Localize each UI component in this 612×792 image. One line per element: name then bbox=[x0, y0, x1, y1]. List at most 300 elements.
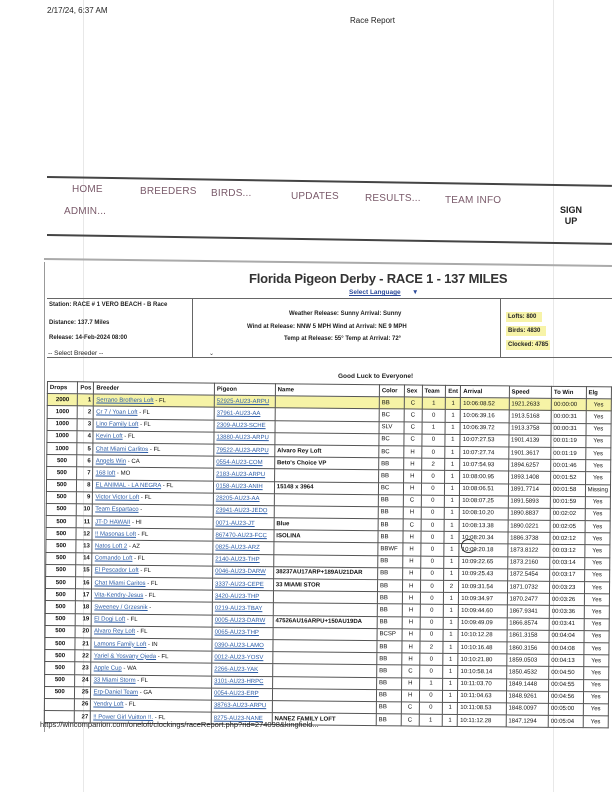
pigeon-cell bbox=[213, 566, 274, 579]
pigeon-link[interactable]: 0065-AU23-THP bbox=[214, 629, 259, 637]
nav-updates[interactable]: UPDATES bbox=[291, 191, 339, 202]
name-cell bbox=[272, 701, 376, 714]
team-cell: 1 bbox=[419, 714, 443, 726]
breeder-link[interactable]: Alvaro Rey Loft bbox=[94, 628, 136, 636]
speed-cell: 1867.9341 bbox=[507, 605, 550, 618]
sex-cell: H bbox=[401, 690, 419, 702]
to-win-cell: 00:03:17 bbox=[550, 569, 585, 582]
nav-home[interactable]: HOME bbox=[72, 184, 103, 195]
breeder-link[interactable]: Yendry Loft bbox=[93, 701, 124, 709]
speed-cell: 1871.0732 bbox=[507, 581, 550, 594]
arrival-cell: 10:09:22.65 bbox=[459, 556, 507, 569]
drops-cell: 500 bbox=[46, 528, 77, 540]
name-cell: 38237AU17ARP+189AU21DAR bbox=[273, 566, 377, 579]
breeder-link[interactable]: Sweeney / Grzesnik bbox=[94, 604, 148, 611]
breeder-cell bbox=[93, 504, 214, 517]
info-divider bbox=[500, 298, 501, 358]
team-cell: 0 bbox=[421, 519, 445, 531]
col-pos[interactable]: Pos bbox=[78, 382, 94, 394]
pigeon-link[interactable]: 28205-AU23-AA bbox=[215, 495, 260, 503]
pigeon-link[interactable]: 867470-AU23-FCC bbox=[215, 532, 267, 539]
sex-cell: H bbox=[403, 470, 421, 482]
arrival-cell: 10:06:39.72 bbox=[460, 422, 508, 435]
col-breeder[interactable]: Breeder bbox=[94, 382, 215, 395]
breeder-link[interactable]: Team Espartaco bbox=[95, 506, 139, 514]
pigeon-cell bbox=[212, 627, 273, 640]
wind-info: Wind at Release: NNW 5 MPH Wind at Arrival: NE 9 MPH bbox=[247, 324, 407, 330]
elg-cell: Yes bbox=[584, 569, 610, 581]
team-cell: 0 bbox=[420, 629, 444, 641]
pigeon-link[interactable]: 52925-AU23-ARPU bbox=[216, 398, 270, 405]
breeder-state: - FL bbox=[125, 616, 138, 624]
color-cell: BB bbox=[379, 458, 404, 470]
sex-cell: C bbox=[401, 665, 419, 677]
team-cell: 0 bbox=[421, 507, 445, 519]
drops-cell: 2000 bbox=[47, 394, 78, 406]
breeder-link[interactable]: Natos Loft 2 bbox=[94, 543, 128, 550]
col-drops[interactable]: Drops bbox=[47, 382, 78, 394]
pigeon-link[interactable]: 3420-AU23-THP bbox=[214, 593, 260, 600]
to-win-cell: 00:03:26 bbox=[549, 594, 584, 607]
drops-cell: 500 bbox=[46, 479, 77, 491]
pigeon-cell bbox=[214, 407, 275, 420]
pigeon-link[interactable]: 0390-AU23-LAMO bbox=[214, 642, 264, 649]
ent-cell: 1 bbox=[445, 507, 460, 519]
pigeon-cell bbox=[214, 395, 275, 408]
pigeon-cell bbox=[213, 554, 274, 567]
team-cell: 1 bbox=[422, 422, 446, 434]
drops-cell: 1000 bbox=[47, 418, 78, 430]
arrival-cell: 10:08:10.20 bbox=[460, 507, 508, 520]
sex-cell: C bbox=[401, 702, 419, 714]
breeder-link[interactable]: Cr 7 / Yoan Loft bbox=[96, 409, 138, 416]
pos-cell: 10 bbox=[77, 504, 93, 516]
pigeon-cell bbox=[213, 493, 274, 506]
color-cell: BB bbox=[377, 616, 402, 628]
pigeon-link[interactable]: 0071-AU23-JT bbox=[215, 520, 255, 527]
elg-cell: Missing bbox=[585, 484, 611, 496]
breeder-link[interactable]: Erp-Daniel Team bbox=[93, 689, 139, 697]
nav-admin[interactable]: ADMIN... bbox=[64, 206, 107, 217]
col-sex[interactable]: Sex bbox=[404, 385, 422, 397]
to-win-cell: 00:04:08 bbox=[549, 642, 584, 655]
elg-cell: Yes bbox=[585, 521, 611, 533]
pigeon-link[interactable]: 23941-AU23-JEDO bbox=[215, 508, 268, 515]
to-win-cell: 00:02:12 bbox=[550, 533, 585, 546]
main-nav bbox=[47, 176, 612, 244]
sex-cell: C bbox=[403, 495, 421, 507]
pos-cell: 13 bbox=[76, 540, 92, 552]
name-cell bbox=[273, 627, 377, 640]
breeder-link[interactable]: Comando Loft bbox=[94, 555, 133, 563]
nav-team-info[interactable]: TEAM INFO bbox=[445, 195, 502, 206]
ent-cell: 1 bbox=[443, 678, 458, 690]
breeder-state: - FL bbox=[156, 653, 169, 660]
name-cell bbox=[274, 493, 378, 506]
name-cell bbox=[274, 506, 378, 519]
color-cell: BC bbox=[378, 482, 403, 494]
team-cell: 0 bbox=[421, 531, 445, 543]
pos-cell: 23 bbox=[75, 662, 91, 674]
elg-cell: Yes bbox=[585, 533, 611, 545]
language-dropdown-icon[interactable]: ▼ bbox=[412, 289, 419, 296]
pigeon-link[interactable]: 0054-AU23-ERP bbox=[213, 690, 259, 698]
speed-cell: 1850.4532 bbox=[506, 666, 549, 679]
elg-cell: Yes bbox=[586, 411, 612, 423]
pigeon-link[interactable]: 2266-AU23-YAK bbox=[214, 666, 259, 673]
pos-cell: 18 bbox=[76, 601, 92, 613]
speed-cell: 1872.5454 bbox=[507, 569, 550, 582]
breeder-cell bbox=[91, 662, 212, 675]
color-cell: BB bbox=[376, 702, 401, 714]
pos-cell: 12 bbox=[76, 528, 92, 540]
arrival-cell: 10:08:07.25 bbox=[460, 495, 508, 508]
pigeon-cell bbox=[214, 420, 275, 433]
breeder-cell bbox=[92, 589, 213, 602]
pigeon-cell bbox=[212, 578, 273, 591]
team-cell: 0 bbox=[420, 568, 444, 580]
breeder-state: - FL bbox=[153, 714, 166, 721]
breeder-link[interactable]: Chat Miami Caritos bbox=[94, 580, 146, 587]
pos-cell: 25 bbox=[75, 686, 91, 698]
to-win-cell: 00:02:05 bbox=[550, 520, 585, 533]
breeder-cell bbox=[94, 394, 215, 407]
pos-cell: 27 bbox=[75, 711, 91, 723]
breeder-state: - IN bbox=[146, 641, 158, 648]
col-speed[interactable]: Speed bbox=[509, 386, 552, 399]
elg-cell: Yes bbox=[583, 679, 609, 691]
color-cell: BB bbox=[377, 604, 402, 616]
pigeon-cell bbox=[212, 602, 273, 615]
breeder-link[interactable]: Serrano Brothers Loft bbox=[96, 397, 154, 404]
to-win-cell: 00:04:56 bbox=[548, 691, 583, 704]
col-pigeon[interactable]: Pigeon bbox=[214, 383, 275, 396]
breeder-link[interactable]: El Pescador Loft bbox=[94, 567, 139, 575]
arrival-cell: 10:11:08.53 bbox=[458, 702, 506, 715]
pigeon-link[interactable]: 37961-AU23-AA bbox=[216, 410, 261, 418]
drops-cell: 500 bbox=[45, 589, 76, 601]
info-divider bbox=[192, 298, 193, 358]
name-cell bbox=[275, 420, 379, 433]
sign-up-line2: UP bbox=[564, 216, 578, 226]
race-report-panel bbox=[44, 258, 612, 728]
drops-cell: 500 bbox=[46, 564, 77, 576]
to-win-cell: 00:01:19 bbox=[551, 447, 586, 460]
team-cell: 0 bbox=[419, 702, 443, 714]
col-team[interactable]: Team bbox=[422, 385, 446, 397]
breeder-link[interactable]: Apple Cup bbox=[93, 665, 122, 672]
sex-cell: C bbox=[404, 397, 422, 409]
pigeon-link[interactable]: 38763-AU23-ARPU bbox=[213, 703, 267, 710]
sex-cell: H bbox=[402, 641, 420, 653]
speed-cell: 1913.5168 bbox=[509, 410, 552, 423]
col-arrival[interactable]: Arrival bbox=[461, 385, 509, 398]
ent-cell: 1 bbox=[446, 410, 461, 422]
name-cell: NANEZ FAMILY LOFT bbox=[272, 713, 376, 726]
pigeon-cell bbox=[212, 663, 273, 676]
speed-cell: 1847.1294 bbox=[506, 715, 549, 728]
pigeon-cell bbox=[213, 542, 274, 555]
breeder-link[interactable]: Vita-Kendry-Jesus bbox=[94, 592, 144, 599]
arrival-cell: 10:09:34.97 bbox=[459, 593, 507, 606]
team-cell: 0 bbox=[419, 665, 443, 677]
to-win-cell: 00:03:23 bbox=[549, 581, 584, 594]
elg-cell: Yes bbox=[583, 716, 609, 728]
breeder-link[interactable]: EL ANIMAL - LA NEGRA bbox=[95, 482, 162, 490]
breeder-link[interactable]: JT-D HAWAII bbox=[95, 519, 131, 526]
speed-cell: 1859.0503 bbox=[506, 654, 549, 667]
elg-cell: Yes bbox=[583, 667, 609, 679]
drops-cell: 500 bbox=[47, 467, 78, 479]
breeder-link[interactable]: !! Masonas Loft bbox=[94, 531, 137, 538]
col-color[interactable]: Color bbox=[379, 385, 404, 397]
pigeon-link[interactable]: 2309-AU23-SCHE bbox=[216, 422, 266, 430]
to-win-cell: 00:03:12 bbox=[550, 545, 585, 558]
color-cell: BB bbox=[376, 677, 401, 689]
breeder-link[interactable]: Yariel & Yosvany Ojeda bbox=[93, 653, 157, 660]
select-breeder-dropdown[interactable]: -- Select Breeder -- bbox=[48, 350, 104, 357]
breeder-state: - FL bbox=[153, 397, 167, 404]
arrival-cell: 10:10:12.28 bbox=[458, 629, 506, 642]
release-info: Release: 14-Feb-2024 08:00 bbox=[49, 335, 128, 341]
sex-cell: H bbox=[402, 580, 420, 592]
nav-results[interactable]: RESULTS... bbox=[365, 193, 421, 204]
breeder-cell bbox=[93, 455, 214, 468]
arrival-cell: 10:06:39.16 bbox=[460, 410, 508, 423]
breeder-cell bbox=[93, 431, 214, 444]
breeder-state: - FL bbox=[135, 629, 148, 636]
ent-cell: 1 bbox=[443, 641, 458, 653]
ent-cell: 1 bbox=[444, 593, 459, 605]
name-cell bbox=[275, 432, 379, 445]
nav-divider-bottom bbox=[47, 234, 612, 245]
pigeon-link[interactable]: 79522-AU23-ARPU bbox=[216, 447, 269, 454]
breeder-cell bbox=[91, 650, 212, 663]
breeder-state: - FL bbox=[122, 434, 135, 441]
to-win-cell: 00:03:14 bbox=[550, 557, 585, 570]
breeder-link[interactable]: Chat Miami Carlitos bbox=[95, 446, 149, 453]
pigeon-link[interactable]: 3101-AU23-HRPC bbox=[214, 678, 264, 686]
elg-cell: Yes bbox=[583, 704, 609, 716]
color-cell: BB bbox=[378, 555, 403, 567]
name-cell: Alvaro Rey Loft bbox=[275, 445, 379, 458]
breeder-link[interactable]: 33 Miami Storm bbox=[93, 677, 136, 684]
team-cell: 0 bbox=[420, 544, 444, 556]
team-cell: 1 bbox=[422, 397, 446, 409]
ent-cell: 1 bbox=[443, 629, 458, 641]
breeder-state: - FL bbox=[135, 531, 149, 538]
breeder-link[interactable]: Lamons Family Loft bbox=[93, 640, 147, 648]
breeder-link[interactable]: Angels Win bbox=[95, 458, 127, 465]
arrival-cell: 10:10:16.48 bbox=[458, 641, 506, 654]
good-luck-message: Good Luck to Everyone! bbox=[338, 373, 414, 380]
speed-cell: 1891.7714 bbox=[508, 483, 551, 496]
sex-cell: C bbox=[404, 421, 422, 433]
pigeon-cell bbox=[212, 639, 273, 652]
elg-cell: Yes bbox=[585, 509, 611, 521]
to-win-cell: 00:00:31 bbox=[551, 411, 586, 424]
breeder-cell bbox=[92, 601, 213, 614]
speed-cell: 1891.5893 bbox=[508, 496, 551, 509]
sex-cell: H bbox=[402, 616, 420, 628]
arrival-cell: 10:08:00.95 bbox=[460, 471, 508, 484]
pos-cell: 3 bbox=[77, 418, 93, 430]
elg-cell: Yes bbox=[583, 691, 609, 703]
name-cell bbox=[273, 652, 377, 665]
breeder-link[interactable]: !! Power Girl Vuitton !!. bbox=[93, 714, 154, 721]
results-table bbox=[44, 381, 612, 729]
sex-cell: H bbox=[403, 543, 421, 555]
col-ent[interactable]: Ent bbox=[446, 385, 461, 397]
pigeon-link[interactable]: 2140-AU23-THP bbox=[215, 556, 260, 564]
sex-cell: H bbox=[402, 556, 420, 568]
drops-cell: 500 bbox=[46, 503, 77, 515]
breeder-state: - FL bbox=[123, 702, 136, 709]
to-win-cell: 00:00:00 bbox=[551, 399, 586, 412]
sex-cell: H bbox=[404, 446, 422, 458]
speed-cell: 1849.1448 bbox=[506, 678, 549, 691]
pos-cell: 11 bbox=[77, 516, 93, 528]
team-cell: 0 bbox=[422, 434, 446, 446]
name-cell bbox=[272, 664, 376, 677]
to-win-cell: 00:04:04 bbox=[549, 630, 584, 643]
elg-cell: Yes bbox=[585, 448, 611, 460]
pigeon-link[interactable]: 2183-AU23-ARPU bbox=[216, 471, 266, 479]
col-elg[interactable]: Elg bbox=[586, 387, 612, 399]
arrival-cell: 10:11:03.70 bbox=[458, 678, 506, 691]
pigeon-link[interactable]: 0554-AU23-COM bbox=[216, 459, 263, 466]
to-win-cell: 00:02:02 bbox=[550, 508, 585, 521]
name-cell: 33 MIAMI STOR bbox=[273, 579, 377, 592]
sign-up-line1: SIGN bbox=[560, 205, 583, 215]
chevron-down-icon[interactable]: ⌄ bbox=[209, 351, 215, 357]
speed-cell: 1921.2633 bbox=[509, 398, 552, 411]
breeder-state: - MO bbox=[115, 470, 131, 477]
nav-divider-top bbox=[47, 176, 612, 187]
pigeon-link[interactable]: 8275-AU23-NANE bbox=[213, 715, 263, 722]
elg-cell: Yes bbox=[584, 618, 610, 630]
speed-cell: 1873.2160 bbox=[507, 557, 550, 570]
sign-up-button[interactable] bbox=[560, 205, 582, 227]
speed-cell: 1866.8574 bbox=[507, 617, 550, 630]
arrival-cell: 10:07:27.53 bbox=[460, 434, 508, 447]
ent-cell: 1 bbox=[443, 690, 458, 702]
select-language-link[interactable]: Select Language bbox=[349, 289, 401, 296]
pigeon-cell bbox=[214, 432, 275, 445]
pigeon-cell bbox=[213, 517, 274, 530]
color-cell: BB bbox=[379, 397, 404, 409]
pigeon-link[interactable]: 0158-AU23-ANIH bbox=[215, 483, 263, 491]
pos-cell: 9 bbox=[77, 491, 93, 503]
speed-cell: 1861.3158 bbox=[507, 630, 550, 643]
ent-cell: 1 bbox=[444, 617, 459, 629]
pigeon-link[interactable]: 0005-AU23-DARW bbox=[214, 617, 266, 625]
ent-cell: 1 bbox=[444, 519, 459, 531]
name-cell bbox=[274, 542, 378, 555]
team-cell: 0 bbox=[421, 470, 445, 482]
col-to-win[interactable]: To Win bbox=[551, 386, 586, 399]
breeder-cell bbox=[92, 614, 213, 627]
to-win-cell: 00:03:36 bbox=[549, 606, 584, 619]
temp-info: Temp at Release: 55° Temp at Arrival: 72° bbox=[284, 336, 402, 342]
ent-cell: 1 bbox=[446, 398, 461, 410]
elg-cell: Yes bbox=[584, 582, 610, 594]
speed-cell: 1890.0221 bbox=[508, 520, 551, 533]
ent-cell: 1 bbox=[445, 458, 460, 470]
color-cell: BB bbox=[378, 531, 403, 543]
arrival-cell: 10:09:20.18 bbox=[459, 544, 507, 557]
nav-birds[interactable]: BIRDS... bbox=[211, 188, 252, 199]
color-cell: BB bbox=[378, 470, 403, 482]
color-cell: BB bbox=[378, 507, 403, 519]
team-cell: 0 bbox=[421, 495, 445, 507]
breeder-link[interactable]: Lino Family Loft bbox=[96, 421, 139, 429]
breeder-link[interactable]: Victor Victor Loft bbox=[95, 494, 140, 502]
pigeon-link[interactable]: 0825-AU23-ARZ bbox=[215, 544, 260, 552]
drops-cell: 500 bbox=[47, 455, 78, 467]
sex-cell: H bbox=[402, 653, 420, 665]
speed-cell: 1913.3758 bbox=[509, 422, 552, 435]
elg-cell: Yes bbox=[584, 630, 610, 642]
breeder-state: - FL bbox=[161, 483, 174, 490]
breeder-state: - FL bbox=[135, 677, 148, 685]
pigeon-cell bbox=[213, 481, 274, 494]
elg-cell: Yes bbox=[584, 557, 610, 569]
to-win-cell: 00:05:04 bbox=[548, 715, 583, 728]
speed-cell: 1870.2477 bbox=[507, 593, 550, 606]
color-cell: BB bbox=[377, 580, 402, 592]
to-win-cell: 00:04:13 bbox=[549, 654, 584, 667]
drops-cell: 1000 bbox=[47, 406, 78, 418]
print-title: Race Report bbox=[350, 16, 395, 25]
drops-cell: 500 bbox=[45, 674, 76, 686]
ent-cell: 1 bbox=[443, 666, 458, 678]
name-cell: Beto's Choice VP bbox=[274, 457, 378, 470]
pigeon-link[interactable]: 3337-AU23-CEPE bbox=[215, 581, 264, 588]
arrival-cell: 10:11:12.28 bbox=[458, 715, 506, 728]
breeder-state: - FL bbox=[143, 592, 156, 599]
breeder-link[interactable]: 168 loft bbox=[95, 470, 116, 477]
pos-cell: 8 bbox=[77, 479, 93, 491]
to-win-cell: 00:01:59 bbox=[550, 496, 585, 509]
breeder-state: - WA bbox=[121, 665, 137, 672]
team-cell: 0 bbox=[422, 409, 446, 421]
arrival-cell: 10:10:58.14 bbox=[458, 666, 506, 679]
nav-breeders[interactable]: BREEDERS bbox=[140, 186, 197, 197]
ent-cell: 1 bbox=[445, 483, 460, 495]
breeder-link[interactable]: El Dogi Loft bbox=[94, 616, 126, 623]
pigeon-link[interactable]: 0012-AU23-YOSV bbox=[214, 654, 264, 661]
pigeon-link[interactable]: 0046-AU23-DARW bbox=[215, 569, 266, 576]
team-cell: 2 bbox=[421, 458, 445, 470]
pos-cell: 21 bbox=[75, 638, 91, 650]
ent-cell: 1 bbox=[445, 495, 460, 507]
breeder-state: - FL bbox=[139, 495, 152, 502]
speed-cell: 1848.0097 bbox=[506, 703, 549, 716]
breeder-link[interactable]: Kevin Loft bbox=[95, 433, 123, 441]
team-cell: 0 bbox=[419, 690, 443, 702]
arrival-cell: 10:10:21.80 bbox=[458, 654, 506, 667]
pigeon-link[interactable]: 0219-AU23-TBAY bbox=[214, 605, 263, 613]
pigeon-cell bbox=[214, 456, 275, 469]
breeder-state: - FL bbox=[137, 409, 150, 416]
arrival-cell: 10:08:06.51 bbox=[460, 483, 508, 496]
color-cell: BCSP bbox=[377, 628, 402, 640]
col-name[interactable]: Name bbox=[275, 384, 379, 397]
pigeon-link[interactable]: 13880-AU23-ARPU bbox=[216, 434, 269, 442]
ent-cell: 2 bbox=[444, 580, 459, 592]
station-info: Station: RACE # 1 VERO BEACH - B Race bbox=[49, 302, 168, 308]
